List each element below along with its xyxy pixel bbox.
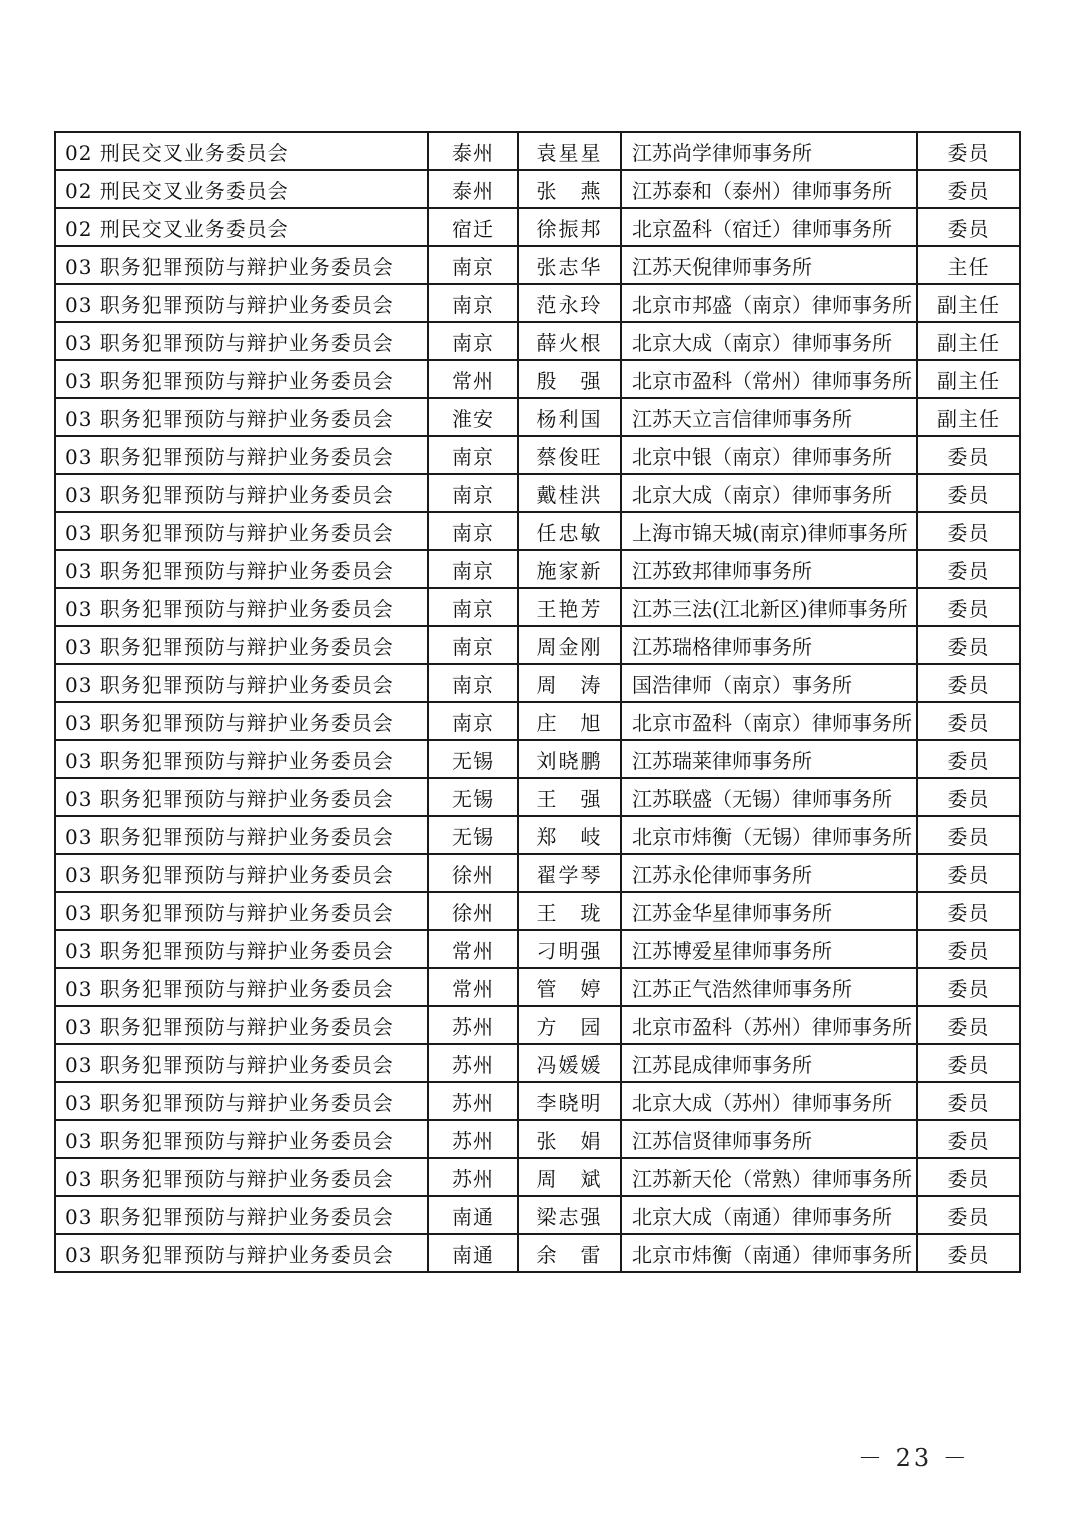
table-row xyxy=(55,208,1020,246)
member-name-cell: 王艳芳 xyxy=(518,588,621,626)
member-name-cell: 庄 旭 xyxy=(518,702,621,740)
table-row xyxy=(55,740,1020,778)
city-cell: 泰州 xyxy=(428,132,518,170)
committee-cell: 03 职务犯罪预防与辩护业务委员会 xyxy=(55,1234,428,1272)
position-cell: 委员 xyxy=(917,930,1020,968)
committee-cell: 03 职务犯罪预防与辩护业务委员会 xyxy=(55,778,428,816)
position-cell: 委员 xyxy=(917,474,1020,512)
member-name-cell: 施家新 xyxy=(518,550,621,588)
member-name-cell: 张志华 xyxy=(518,246,621,284)
position-cell: 委员 xyxy=(917,1006,1020,1044)
member-name-cell: 蔡俊旺 xyxy=(518,436,621,474)
table-row xyxy=(55,1044,1020,1082)
position-cell: 委员 xyxy=(917,132,1020,170)
member-name-cell: 余 雷 xyxy=(518,1234,621,1272)
member-name-cell: 王 珑 xyxy=(518,892,621,930)
member-name-cell: 郑 岐 xyxy=(518,816,621,854)
table-row xyxy=(55,968,1020,1006)
law-firm-cell: 北京大成（南京）律师事务所 xyxy=(621,322,917,360)
committee-cell: 03 职务犯罪预防与辩护业务委员会 xyxy=(55,1196,428,1234)
position-cell: 委员 xyxy=(917,550,1020,588)
table-row xyxy=(55,588,1020,626)
member-name-cell: 殷 强 xyxy=(518,360,621,398)
committee-cell: 03 职务犯罪预防与辩护业务委员会 xyxy=(55,550,428,588)
law-firm-cell: 江苏博爱星律师事务所 xyxy=(621,930,917,968)
committee-cell: 03 职务犯罪预防与辩护业务委员会 xyxy=(55,284,428,322)
committee-roster-table xyxy=(54,131,1021,1273)
position-cell: 委员 xyxy=(917,740,1020,778)
city-cell: 苏州 xyxy=(428,1120,518,1158)
committee-cell: 03 职务犯罪预防与辩护业务委员会 xyxy=(55,1120,428,1158)
position-cell: 委员 xyxy=(917,512,1020,550)
committee-cell: 03 职务犯罪预防与辩护业务委员会 xyxy=(55,1006,428,1044)
position-cell: 委员 xyxy=(917,588,1020,626)
law-firm-cell: 江苏瑞格律师事务所 xyxy=(621,626,917,664)
city-cell: 南京 xyxy=(428,702,518,740)
city-cell: 南通 xyxy=(428,1234,518,1272)
city-cell: 无锡 xyxy=(428,740,518,778)
law-firm-cell: 北京盈科（宿迁）律师事务所 xyxy=(621,208,917,246)
table-row xyxy=(55,1234,1020,1272)
law-firm-cell: 江苏新天伦（常熟）律师事务所 xyxy=(621,1158,917,1196)
member-name-cell: 李晓明 xyxy=(518,1082,621,1120)
committee-cell: 03 职务犯罪预防与辩护业务委员会 xyxy=(55,1044,428,1082)
law-firm-cell: 江苏尚学律师事务所 xyxy=(621,132,917,170)
table-row xyxy=(55,132,1020,170)
committee-cell: 03 职务犯罪预防与辩护业务委员会 xyxy=(55,740,428,778)
law-firm-cell: 江苏联盛（无锡）律师事务所 xyxy=(621,778,917,816)
position-cell: 委员 xyxy=(917,1196,1020,1234)
member-name-cell: 周 涛 xyxy=(518,664,621,702)
law-firm-cell: 江苏瑞莱律师事务所 xyxy=(621,740,917,778)
member-name-cell: 周金刚 xyxy=(518,626,621,664)
city-cell: 南京 xyxy=(428,588,518,626)
table-row xyxy=(55,398,1020,436)
committee-cell: 03 职务犯罪预防与辩护业务委员会 xyxy=(55,436,428,474)
committee-cell: 03 职务犯罪预防与辩护业务委员会 xyxy=(55,246,428,284)
position-cell: 委员 xyxy=(917,626,1020,664)
city-cell: 南京 xyxy=(428,664,518,702)
table-row xyxy=(55,246,1020,284)
member-name-cell: 方 园 xyxy=(518,1006,621,1044)
law-firm-cell: 上海市锦天城(南京)律师事务所 xyxy=(621,512,917,550)
position-cell: 委员 xyxy=(917,892,1020,930)
city-cell: 南京 xyxy=(428,284,518,322)
committee-cell: 03 职务犯罪预防与辩护业务委员会 xyxy=(55,398,428,436)
position-cell: 委员 xyxy=(917,1120,1020,1158)
committee-cell: 02 刑民交叉业务委员会 xyxy=(55,170,428,208)
city-cell: 南京 xyxy=(428,550,518,588)
position-cell: 委员 xyxy=(917,968,1020,1006)
table-row xyxy=(55,1082,1020,1120)
city-cell: 南京 xyxy=(428,436,518,474)
table-row xyxy=(55,512,1020,550)
law-firm-cell: 江苏永伦律师事务所 xyxy=(621,854,917,892)
member-name-cell: 冯媛媛 xyxy=(518,1044,621,1082)
table-row xyxy=(55,1196,1020,1234)
committee-cell: 03 职务犯罪预防与辩护业务委员会 xyxy=(55,702,428,740)
position-cell: 委员 xyxy=(917,664,1020,702)
law-firm-cell: 江苏正气浩然律师事务所 xyxy=(621,968,917,1006)
member-name-cell: 翟学琴 xyxy=(518,854,621,892)
member-name-cell: 徐振邦 xyxy=(518,208,621,246)
law-firm-cell: 江苏泰和（泰州）律师事务所 xyxy=(621,170,917,208)
city-cell: 泰州 xyxy=(428,170,518,208)
table-row xyxy=(55,854,1020,892)
law-firm-cell: 江苏天立言信律师事务所 xyxy=(621,398,917,436)
law-firm-cell: 江苏金华星律师事务所 xyxy=(621,892,917,930)
city-cell: 宿迁 xyxy=(428,208,518,246)
law-firm-cell: 江苏信贤律师事务所 xyxy=(621,1120,917,1158)
roster-body xyxy=(55,132,1020,1272)
table-row xyxy=(55,1158,1020,1196)
table-row xyxy=(55,170,1020,208)
city-cell: 徐州 xyxy=(428,892,518,930)
table-row xyxy=(55,1120,1020,1158)
city-cell: 南京 xyxy=(428,474,518,512)
committee-cell: 03 职务犯罪预防与辩护业务委员会 xyxy=(55,474,428,512)
member-name-cell: 袁星星 xyxy=(518,132,621,170)
committee-cell: 03 职务犯罪预防与辩护业务委员会 xyxy=(55,322,428,360)
city-cell: 南京 xyxy=(428,322,518,360)
position-cell: 委员 xyxy=(917,1234,1020,1272)
city-cell: 南京 xyxy=(428,512,518,550)
city-cell: 苏州 xyxy=(428,1044,518,1082)
position-cell: 副主任 xyxy=(917,398,1020,436)
committee-cell: 03 职务犯罪预防与辩护业务委员会 xyxy=(55,930,428,968)
law-firm-cell: 北京市炜衡（无锡）律师事务所 xyxy=(621,816,917,854)
position-cell: 主任 xyxy=(917,246,1020,284)
committee-cell: 03 职务犯罪预防与辩护业务委员会 xyxy=(55,854,428,892)
city-cell: 苏州 xyxy=(428,1006,518,1044)
law-firm-cell: 北京市邦盛（南京）律师事务所 xyxy=(621,284,917,322)
city-cell: 苏州 xyxy=(428,1158,518,1196)
city-cell: 南京 xyxy=(428,246,518,284)
city-cell: 苏州 xyxy=(428,1082,518,1120)
committee-cell: 03 职务犯罪预防与辩护业务委员会 xyxy=(55,664,428,702)
position-cell: 委员 xyxy=(917,816,1020,854)
city-cell: 南京 xyxy=(428,626,518,664)
table-row xyxy=(55,474,1020,512)
member-name-cell: 张 娟 xyxy=(518,1120,621,1158)
law-firm-cell: 北京大成（南京）律师事务所 xyxy=(621,474,917,512)
city-cell: 无锡 xyxy=(428,778,518,816)
member-name-cell: 任忠敏 xyxy=(518,512,621,550)
committee-cell: 03 职务犯罪预防与辩护业务委员会 xyxy=(55,1158,428,1196)
law-firm-cell: 江苏天倪律师事务所 xyxy=(621,246,917,284)
page-number: － 23 － xyxy=(858,1444,970,1472)
city-cell: 徐州 xyxy=(428,854,518,892)
position-cell: 委员 xyxy=(917,1082,1020,1120)
table-row xyxy=(55,436,1020,474)
position-cell: 委员 xyxy=(917,1158,1020,1196)
committee-cell: 03 职务犯罪预防与辩护业务委员会 xyxy=(55,816,428,854)
table-row xyxy=(55,284,1020,322)
law-firm-cell: 北京大成（苏州）律师事务所 xyxy=(621,1082,917,1120)
committee-cell: 03 职务犯罪预防与辩护业务委员会 xyxy=(55,892,428,930)
member-name-cell: 张 燕 xyxy=(518,170,621,208)
table-row xyxy=(55,322,1020,360)
table-row xyxy=(55,360,1020,398)
city-cell: 常州 xyxy=(428,360,518,398)
member-name-cell: 刘晓鹏 xyxy=(518,740,621,778)
position-cell: 副主任 xyxy=(917,284,1020,322)
committee-cell: 03 职务犯罪预防与辩护业务委员会 xyxy=(55,968,428,1006)
committee-cell: 03 职务犯罪预防与辩护业务委员会 xyxy=(55,512,428,550)
city-cell: 常州 xyxy=(428,930,518,968)
law-firm-cell: 北京中银（南京）律师事务所 xyxy=(621,436,917,474)
city-cell: 南通 xyxy=(428,1196,518,1234)
member-name-cell: 刁明强 xyxy=(518,930,621,968)
city-cell: 常州 xyxy=(428,968,518,1006)
table-row xyxy=(55,550,1020,588)
position-cell: 委员 xyxy=(917,854,1020,892)
table-row xyxy=(55,778,1020,816)
table-row xyxy=(55,816,1020,854)
committee-cell: 03 职务犯罪预防与辩护业务委员会 xyxy=(55,588,428,626)
member-name-cell: 薛火根 xyxy=(518,322,621,360)
city-cell: 淮安 xyxy=(428,398,518,436)
position-cell: 委员 xyxy=(917,1044,1020,1082)
member-name-cell: 梁志强 xyxy=(518,1196,621,1234)
committee-cell: 02 刑民交叉业务委员会 xyxy=(55,208,428,246)
position-cell: 副主任 xyxy=(917,322,1020,360)
city-cell: 无锡 xyxy=(428,816,518,854)
law-firm-cell: 江苏致邦律师事务所 xyxy=(621,550,917,588)
table-row xyxy=(55,1006,1020,1044)
law-firm-cell: 江苏昆成律师事务所 xyxy=(621,1044,917,1082)
table-row xyxy=(55,930,1020,968)
table-row xyxy=(55,702,1020,740)
member-name-cell: 范永玲 xyxy=(518,284,621,322)
committee-cell: 03 职务犯罪预防与辩护业务委员会 xyxy=(55,626,428,664)
member-name-cell: 戴桂洪 xyxy=(518,474,621,512)
member-name-cell: 王 强 xyxy=(518,778,621,816)
position-cell: 委员 xyxy=(917,436,1020,474)
position-cell: 委员 xyxy=(917,208,1020,246)
law-firm-cell: 江苏三法(江北新区)律师事务所 xyxy=(621,588,917,626)
law-firm-cell: 北京大成（南通）律师事务所 xyxy=(621,1196,917,1234)
committee-cell: 03 职务犯罪预防与辩护业务委员会 xyxy=(55,360,428,398)
position-cell: 委员 xyxy=(917,170,1020,208)
law-firm-cell: 北京市炜衡（南通）律师事务所 xyxy=(621,1234,917,1272)
law-firm-cell: 国浩律师（南京）事务所 xyxy=(621,664,917,702)
member-name-cell: 杨利国 xyxy=(518,398,621,436)
law-firm-cell: 北京市盈科（苏州）律师事务所 xyxy=(621,1006,917,1044)
table-row xyxy=(55,892,1020,930)
member-name-cell: 管 婷 xyxy=(518,968,621,1006)
committee-cell: 03 职务犯罪预防与辩护业务委员会 xyxy=(55,1082,428,1120)
member-name-cell: 周 斌 xyxy=(518,1158,621,1196)
table-row xyxy=(55,626,1020,664)
position-cell: 副主任 xyxy=(917,360,1020,398)
law-firm-cell: 北京市盈科（常州）律师事务所 xyxy=(621,360,917,398)
law-firm-cell: 北京市盈科（南京）律师事务所 xyxy=(621,702,917,740)
committee-cell: 02 刑民交叉业务委员会 xyxy=(55,132,428,170)
position-cell: 委员 xyxy=(917,778,1020,816)
position-cell: 委员 xyxy=(917,702,1020,740)
table-row xyxy=(55,664,1020,702)
